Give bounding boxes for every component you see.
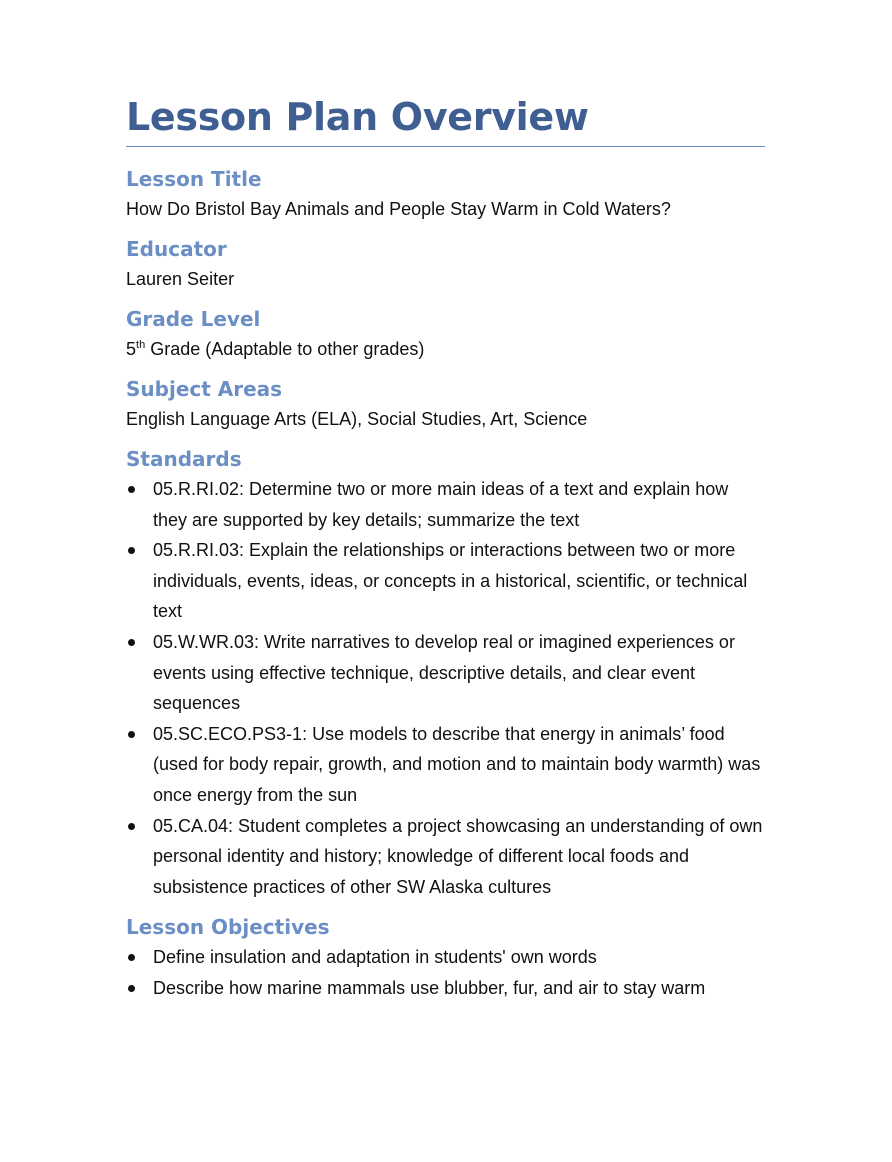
list-item bbox=[126, 627, 766, 719]
standard-text: 05.R.RI.03: Explain the relationships or interactions between two or more individuals, events, ideas, or concepts in a historical, scientific, or technical text bbox=[153, 540, 748, 622]
page-title: Lesson Plan Overview bbox=[126, 95, 589, 139]
grade-number: 5 bbox=[126, 339, 137, 359]
standard-text: 05.SC.ECO.PS3-1: Use models to describe that energy in animals’ food (used for body repair, growth, and motion and to maintain body warmth) was once energy from the sun bbox=[153, 723, 761, 805]
lesson-title-heading: Lesson Title bbox=[126, 167, 262, 191]
bullet-icon bbox=[128, 985, 135, 992]
section-standards bbox=[126, 444, 766, 902]
subject-areas-heading: Subject Areas bbox=[126, 377, 283, 401]
bullet-icon bbox=[128, 547, 135, 554]
title-divider bbox=[126, 146, 765, 147]
section-subject-areas bbox=[126, 374, 766, 434]
bullet-icon bbox=[128, 486, 135, 493]
list-item bbox=[126, 719, 766, 811]
objective-text: Define insulation and adaptation in students' own words bbox=[153, 947, 597, 968]
standard-text: 05.R.RI.02: Determine two or more main ideas of a text and explain how they are supported by key details; summarize the text bbox=[153, 479, 729, 530]
bullet-icon bbox=[128, 731, 135, 738]
grade-level-text bbox=[126, 334, 766, 364]
objectives-list bbox=[126, 942, 766, 1003]
standards-heading: Standards bbox=[126, 447, 242, 471]
list-item bbox=[126, 474, 766, 535]
document-content bbox=[126, 164, 766, 1014]
grade-ordinal-suffix: th bbox=[136, 339, 146, 351]
list-item bbox=[126, 942, 766, 973]
lesson-title-text: How Do Bristol Bay Animals and People Stay Warm in Cold Waters? bbox=[126, 199, 671, 219]
grade-description: Grade (Adaptable to other grades) bbox=[145, 339, 425, 359]
bullet-icon bbox=[128, 823, 135, 830]
bullet-icon bbox=[128, 639, 135, 646]
educator-heading: Educator bbox=[126, 237, 227, 261]
section-lesson-objectives bbox=[126, 912, 766, 1003]
section-lesson-title bbox=[126, 164, 766, 224]
standard-text: 05.W.WR.03: Write narratives to develop real or imagined experiences or events using effective technique, descriptive details, and clear event sequences bbox=[153, 631, 735, 714]
list-item bbox=[126, 811, 766, 903]
list-item bbox=[126, 535, 766, 627]
subject-areas-text: English Language Arts (ELA), Social Studies, Art, Science bbox=[126, 409, 588, 429]
section-grade-level bbox=[126, 304, 766, 364]
bullet-icon bbox=[128, 954, 135, 961]
objective-text: Describe how marine mammals use blubber, fur, and air to stay warm bbox=[153, 977, 706, 998]
list-item bbox=[126, 973, 766, 1004]
lesson-objectives-heading: Lesson Objectives bbox=[126, 915, 330, 940]
educator-text: Lauren Seiter bbox=[126, 269, 235, 289]
standard-text: 05.CA.04: Student completes a project showcasing an understanding of own personal identity and history; knowledge of different local foods and subsistence practices of other SW Alaska cultures bbox=[153, 815, 763, 897]
grade-level-heading: Grade Level bbox=[126, 307, 261, 331]
section-educator bbox=[126, 234, 766, 294]
standards-list bbox=[126, 474, 766, 902]
